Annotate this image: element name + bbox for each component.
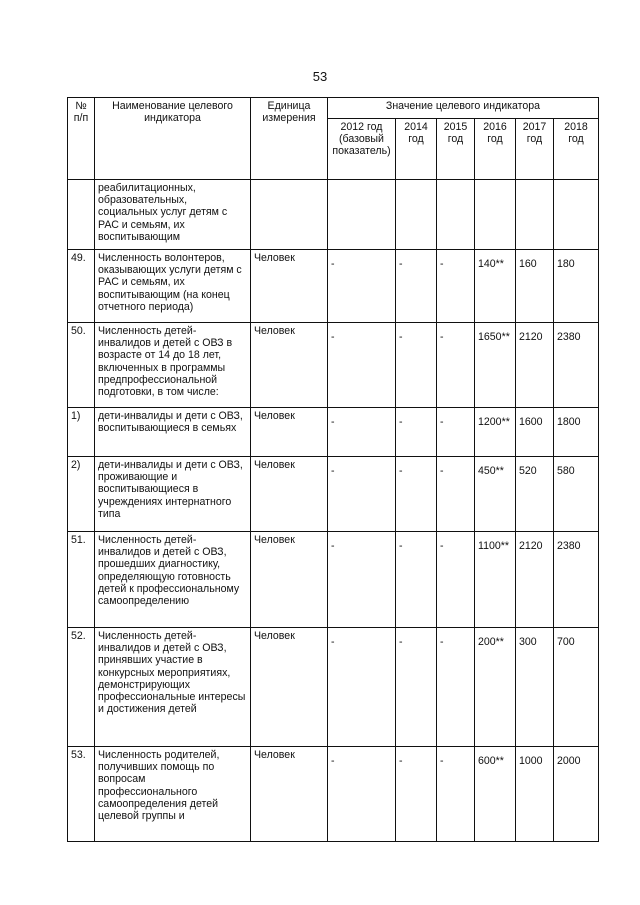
value-cell: - xyxy=(328,747,396,842)
table-row xyxy=(68,457,599,532)
value-cell: 1100** xyxy=(475,532,516,628)
row-number: 1) xyxy=(68,408,95,457)
header-year: 2018 год xyxy=(554,119,599,180)
table-row xyxy=(68,408,599,457)
value-cell: 520 xyxy=(516,457,554,532)
unit-cell: Человек xyxy=(251,532,328,628)
row-number: 49. xyxy=(68,250,95,323)
value-cell xyxy=(516,180,554,250)
row-number: 53. xyxy=(68,747,95,842)
value-cell: - xyxy=(437,323,475,408)
value-cell: - xyxy=(396,408,437,457)
row-number xyxy=(68,180,95,250)
table-row xyxy=(68,628,599,747)
indicator-name: дети-инвалиды и дети с ОВЗ, проживающие и воспитывающиеся в учреждениях интернатного типа xyxy=(95,457,251,532)
header-num: № п/п xyxy=(68,98,95,180)
unit-cell: Человек xyxy=(251,408,328,457)
value-cell: 1600 xyxy=(516,408,554,457)
value-cell: - xyxy=(396,532,437,628)
indicator-name: Численность волонтеров, оказывающих услуги детям с РАС и семьям, их воспитывающим (на конец отчетного периода) xyxy=(95,250,251,323)
header-year: 2012 год (базовый показатель) xyxy=(328,119,396,180)
value-cell: - xyxy=(328,408,396,457)
table-row xyxy=(68,747,599,842)
value-cell: 2120 xyxy=(516,323,554,408)
indicators-table xyxy=(67,97,599,842)
value-cell xyxy=(437,180,475,250)
value-cell: - xyxy=(328,532,396,628)
value-cell xyxy=(475,180,516,250)
header-unit: Единица измерения xyxy=(251,98,328,180)
row-number: 51. xyxy=(68,532,95,628)
indicator-name: Численность детей-инвалидов и детей с ОВЗ, принявших участие в конкурсных мероприятиях, демонстрирующих профессиональные интересы и достижения детей xyxy=(95,628,251,747)
value-cell: 2000 xyxy=(554,747,599,842)
value-cell: 580 xyxy=(554,457,599,532)
value-cell: 450** xyxy=(475,457,516,532)
row-number: 52. xyxy=(68,628,95,747)
table-row xyxy=(68,323,599,408)
value-cell: 1200** xyxy=(475,408,516,457)
value-cell: - xyxy=(328,250,396,323)
value-cell: - xyxy=(396,747,437,842)
header-year: 2014 год xyxy=(396,119,437,180)
value-cell: - xyxy=(437,457,475,532)
value-cell: 180 xyxy=(554,250,599,323)
header-year: 2016 год xyxy=(475,119,516,180)
row-number: 2) xyxy=(68,457,95,532)
header-values-group: Значение целевого индикатора xyxy=(328,98,599,119)
value-cell: - xyxy=(396,628,437,747)
header-name: Наименование целевого индикатора xyxy=(95,98,251,180)
value-cell xyxy=(554,180,599,250)
value-cell xyxy=(396,180,437,250)
value-cell: - xyxy=(328,323,396,408)
value-cell: 700 xyxy=(554,628,599,747)
value-cell: 1650** xyxy=(475,323,516,408)
value-cell: - xyxy=(437,532,475,628)
value-cell: - xyxy=(437,628,475,747)
header-year: 2015 год xyxy=(437,119,475,180)
value-cell: 2380 xyxy=(554,532,599,628)
value-cell: - xyxy=(437,747,475,842)
value-cell: 2120 xyxy=(516,532,554,628)
unit-cell: Человек xyxy=(251,457,328,532)
page-number: 53 xyxy=(312,69,328,84)
table-row xyxy=(68,250,599,323)
value-cell: 200** xyxy=(475,628,516,747)
value-cell: 1800 xyxy=(554,408,599,457)
value-cell: - xyxy=(437,408,475,457)
value-cell: 2380 xyxy=(554,323,599,408)
unit-cell: Человек xyxy=(251,250,328,323)
indicator-name: Численность детей-инвалидов и детей с ОВЗ, прошедших диагностику, определяющую готовность детей к профессиональному самоопределению xyxy=(95,532,251,628)
table-row xyxy=(68,180,599,250)
value-cell: 1000 xyxy=(516,747,554,842)
indicator-name: реабилитационных, образовательных, социальных услуг детям с РАС и семьям, их воспитывающим xyxy=(95,180,251,250)
indicator-name: Численность родителей, получивших помощь по вопросам профессионального самоопределения детей целевой группы и xyxy=(95,747,251,842)
value-cell: - xyxy=(328,457,396,532)
unit-cell xyxy=(251,180,328,250)
header-year: 2017 год xyxy=(516,119,554,180)
unit-cell: Человек xyxy=(251,323,328,408)
value-cell: 300 xyxy=(516,628,554,747)
indicator-name: Численность детей-инвалидов и детей с ОВЗ в возрасте от 14 до 18 лет, включенных в программы предпрофессиональной подготовки, в том числе: xyxy=(95,323,251,408)
value-cell: - xyxy=(396,457,437,532)
value-cell: - xyxy=(396,323,437,408)
row-number: 50. xyxy=(68,323,95,408)
value-cell: - xyxy=(328,628,396,747)
value-cell: 600** xyxy=(475,747,516,842)
value-cell: 160 xyxy=(516,250,554,323)
value-cell: - xyxy=(396,250,437,323)
indicator-name: дети-инвалиды и дети с ОВЗ, воспитывающиеся в семьях xyxy=(95,408,251,457)
value-cell: - xyxy=(437,250,475,323)
unit-cell: Человек xyxy=(251,747,328,842)
unit-cell: Человек xyxy=(251,628,328,747)
value-cell xyxy=(328,180,396,250)
table-row xyxy=(68,532,599,628)
value-cell: 140** xyxy=(475,250,516,323)
